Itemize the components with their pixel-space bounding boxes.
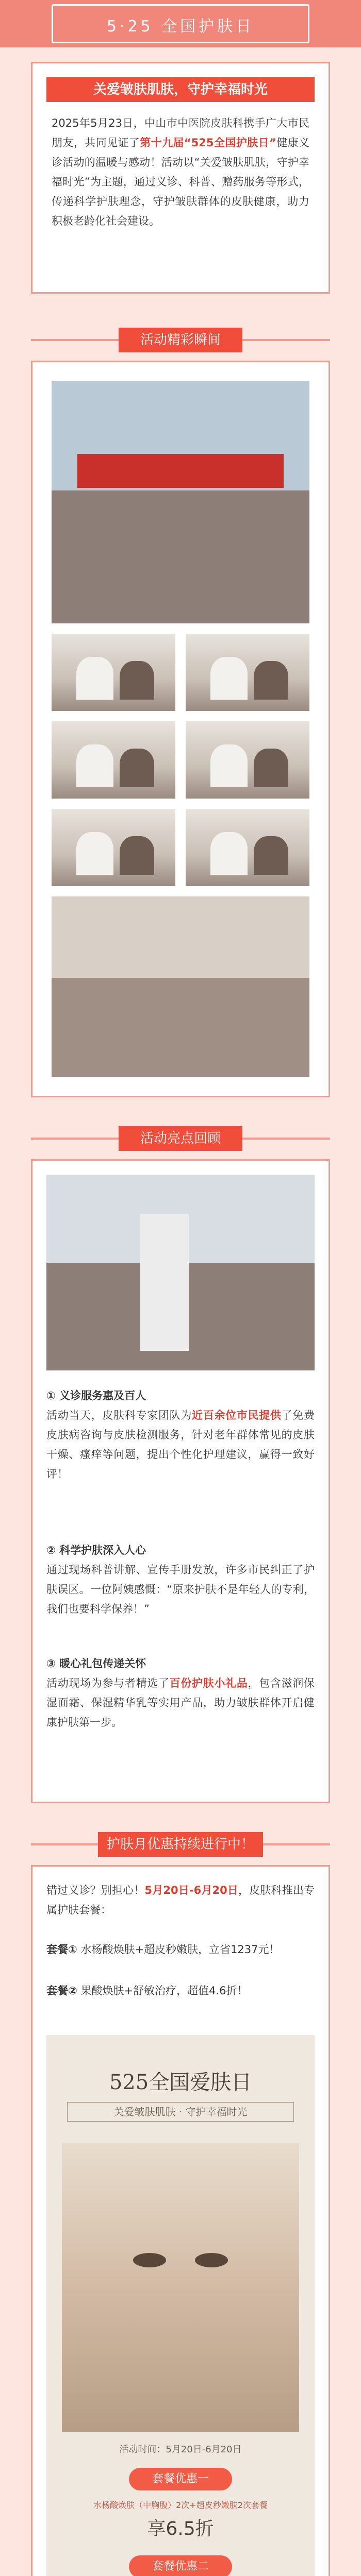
event-photo-3 xyxy=(52,721,175,799)
poster-subtitle: 关爱皱肤肌肤 · 守护幸福时光 xyxy=(67,2102,294,2122)
intro-headline: 关爱皱肤肌肤，守护幸福时光 xyxy=(46,77,315,102)
intro-paragraph: 2025年5月23日，中山市中医院皮肤科携手广大市民朋友，共同见证了第十九届“525全国护肤日”健康义诊活动的温暖与感动！活动以“关爱皱肤肌肤，守护幸福时光”为主题，通过义诊、科普、赠药服务等形式，传递科学护肤理念，守护皱肤群体的皮肤健康，助力积极老龄化社会建设。 xyxy=(52,117,310,227)
event-photo-main xyxy=(52,381,309,623)
poster-deal-2-label: 套餐优惠二 xyxy=(129,2555,232,2576)
event-photo-1 xyxy=(52,634,175,711)
highlights-title: 活动亮点回顾 xyxy=(119,1126,242,1151)
offer-package-2: 套餐② 果酸焕肤+舒敏治疗，超值4.6折！ xyxy=(46,1985,248,1997)
event-photo-5 xyxy=(52,809,175,886)
event-photo-2 xyxy=(186,634,309,711)
poster-title: 525全国爱肤日 xyxy=(109,2071,252,2094)
banner-title: 5·25 全国护肤日 xyxy=(106,18,255,36)
event-photo-6 xyxy=(186,809,309,886)
poster-deal-1-price: 享6.5折 xyxy=(147,2518,214,2539)
poster-deal-1-label: 套餐优惠一 xyxy=(129,2468,232,2490)
moments-title: 活动精彩瞬间 xyxy=(119,328,242,352)
poster-deal-1-desc: 水杨酸焕肤（中胸腹）2次+超皮秒嫩肤2次套餐 xyxy=(93,2500,268,2510)
highlight-3: ③ 暖心礼包传递关怀 活动现场为参与者精选了百份护肤小礼品，包含滋润保湿面霜、保湿精华乳等实用产品，助力皱肤群体开启健康护肤第一步。 xyxy=(46,1657,315,1728)
poster-portrait xyxy=(62,2143,299,2432)
offer-package-1: 套餐① 水杨酸焕肤+超皮秒嫩肤，立省1237元！ xyxy=(46,1943,280,1956)
event-photo-wide xyxy=(52,896,309,1077)
highlights-photo xyxy=(46,1175,315,1370)
highlight-2: ② 科学护肤深入人心 通过现场科普讲解、宣传手册发放，许多市民纠正了护肤误区。一位阿姨感慨：“原来护肤不是年轻人的专利，我们也要科学保养！” xyxy=(46,1544,315,1615)
event-photo-4 xyxy=(186,721,309,799)
offer-title: 护肤月优惠持续进行中！ xyxy=(98,1832,263,1857)
poster-date: 活动时间：5月20日-6月20日 xyxy=(119,2444,242,2455)
highlight-1: ① 义诊服务惠及百人 活动当天，皮肤科专家团队为近百余位市民提供了免费皮肤病咨询与皮肤检测服务，针对老年群体常见的皮肤干燥、瘙痒等问题，提出个性化护理建议，赢得一致好评！ xyxy=(46,1389,315,1480)
offer-intro: 错过义诊？别担心！5月20日-6月20日，皮肤科推出专属护肤套餐： xyxy=(46,1884,315,1916)
